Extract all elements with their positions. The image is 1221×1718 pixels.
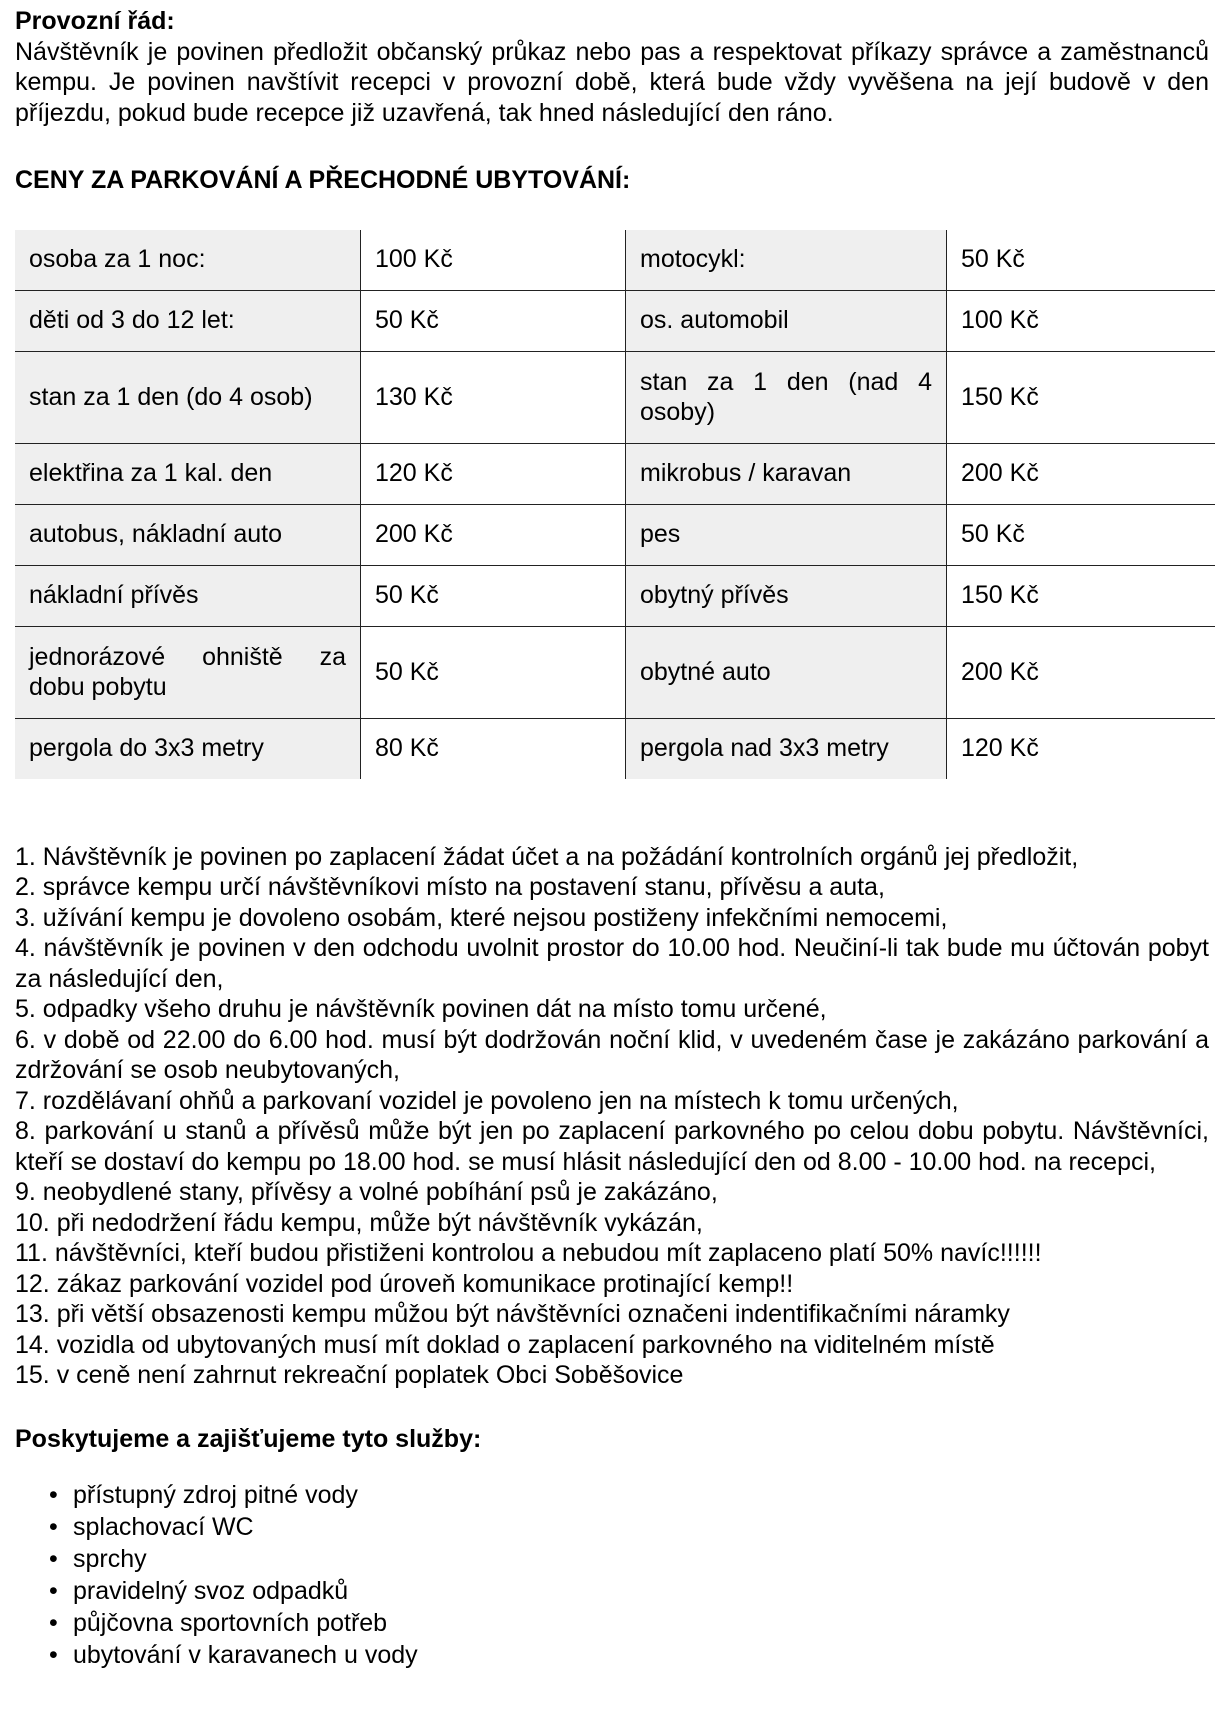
- price-label: autobus, nákladní auto: [15, 504, 361, 565]
- price-table: [15, 230, 1215, 779]
- price-label: motocykl:: [626, 230, 947, 291]
- price-label: stan za 1 den (do 4 osob): [15, 351, 361, 443]
- bullet-icon: •: [49, 1609, 58, 1637]
- price-value: 120 Kč: [961, 734, 1039, 763]
- rule-item: 6. v době od 22.00 do 6.00 hod. musí být dodržován noční klid, v uvedeném čase je zakázáno parkování a zdržování se osob neubytovaných,: [15, 1025, 1209, 1084]
- table-row: [15, 230, 1215, 291]
- price-label: jednorázové ohniště za dobu pobytu: [15, 626, 361, 718]
- price-label: osoba za 1 noc:: [15, 230, 361, 291]
- list-item: [49, 1543, 1209, 1575]
- rule-item: 9. neobydlené stany, přívěsy a volné pobíhání psů je zakázáno,: [15, 1178, 718, 1206]
- price-label: nákladní přívěs: [15, 565, 361, 626]
- price-value: 200 Kč: [947, 443, 1216, 504]
- page-heading: Provozní řád:: [15, 7, 175, 35]
- price-label: mikrobus / karavan: [626, 443, 947, 504]
- table-row: [15, 443, 1215, 504]
- price-value: 100 Kč: [947, 290, 1216, 351]
- services-heading: Poskytujeme a zajišťujeme tyto služby:: [15, 1424, 482, 1453]
- rule-item: 5. odpadky všeho druhu je návštěvník povinen dát na místo tomu určené,: [15, 995, 827, 1023]
- price-value: 200 Kč: [947, 626, 1216, 718]
- price-label: děti od 3 do 12 let:: [15, 290, 361, 351]
- rule-item: 14. vozidla od ubytovaných musí mít doklad o zaplacení parkovného na viditelném místě: [15, 1330, 995, 1359]
- list-item: [49, 1479, 1209, 1511]
- table-row: [15, 565, 1215, 626]
- price-label: stan za 1 den (nad 4 osoby): [626, 351, 947, 443]
- list-item: [49, 1639, 1209, 1671]
- price-value: 200 Kč: [361, 504, 626, 565]
- price-label: pergola nad 3x3 metry: [626, 718, 947, 779]
- price-value: 120 Kč: [361, 443, 626, 504]
- list-item: [49, 1511, 1209, 1543]
- price-label: pes: [626, 504, 947, 565]
- rule-item: 3. užívání kempu je dovoleno osobám, které nejsou postiženy infekčními nemocemi,: [15, 903, 948, 932]
- rules-list: [15, 842, 1209, 1391]
- price-value: 100 Kč: [361, 230, 626, 291]
- services-list: [15, 1479, 1209, 1671]
- bullet-icon: •: [49, 1545, 58, 1573]
- price-value: 150 Kč: [947, 565, 1216, 626]
- table-row: [15, 290, 1215, 351]
- list-item: [49, 1607, 1209, 1639]
- rule-item: 15. v ceně není zahrnut rekreační poplatek Obci Soběšovice: [15, 1361, 684, 1389]
- price-value: 50 Kč: [947, 504, 1216, 565]
- service-text: přístupný zdroj pitné vody: [73, 1481, 358, 1509]
- intro-paragraph: Návštěvník je povinen předložit občanský průkaz nebo pas a respektovat příkazy správce a zaměstnanců kempu. Je povinen navštívit recepci v provozní době, která bude vždy vyvěšena na její budově v den příjezdu, pokud bude recepce již uzavřená, tak hned následující den ráno.: [15, 37, 1209, 127]
- price-label: obytný přívěs: [626, 565, 947, 626]
- rule-item: 4. návštěvník je povinen v den odchodu uvolnit prostor do 10.00 hod. Neučiní-li tak bude mu účtován pobyt za následující den,: [15, 934, 1209, 993]
- table-row: [15, 351, 1215, 443]
- price-value: 80 Kč: [361, 718, 626, 779]
- bullet-icon: •: [49, 1577, 58, 1605]
- price-value: 50 Kč: [361, 626, 626, 718]
- price-label: os. automobil: [626, 290, 947, 351]
- service-text: sprchy: [73, 1545, 147, 1573]
- price-value: 50 Kč: [361, 565, 626, 626]
- bullet-icon: •: [49, 1513, 58, 1541]
- rule-item: 8. parkování u stanů a přívěsů může být jen po zaplacení parkovného po celou dobu pobytu. Návštěvníci, kteří se dostaví do kempu po 18.00 hod. se musí hlásit následující den od 8.00 - 10.00 hod. na recepci,: [15, 1117, 1209, 1176]
- price-value: 50 Kč: [361, 290, 626, 351]
- service-text: splachovací WC: [73, 1513, 254, 1541]
- rule-item: 12. zákaz parkování vozidel pod úroveň komunikace protinající kemp!!: [15, 1269, 794, 1298]
- service-text: ubytování v karavanech u vody: [73, 1641, 418, 1669]
- price-value: 130 Kč: [361, 351, 626, 443]
- rule-item: 7. rozdělávaní ohňů a parkovaní vozidel je povoleno jen na místech k tomu určených,: [15, 1086, 959, 1115]
- rule-item: 11. návštěvníci, kteří budou přistiženi kontrolou a nebudou mít zaplaceno platí 50% navíc!!!!!!: [15, 1239, 1042, 1267]
- price-value: 50 Kč: [947, 230, 1216, 291]
- table-row: [15, 626, 1215, 718]
- price-value: 150 Kč: [947, 351, 1216, 443]
- rule-item: 10. při nedodržení řádu kempu, může být návštěvník vykázán,: [15, 1208, 703, 1237]
- price-label: elektřina za 1 kal. den: [15, 443, 361, 504]
- rule-item: 13. při větší obsazenosti kempu můžou být návštěvníci označeni indentifikačními náramky: [15, 1300, 1010, 1328]
- rule-item: 1. Návštěvník je povinen po zaplacení žádat účet a na požádání kontrolních orgánů jej předložit,: [15, 842, 1079, 871]
- list-item: [49, 1575, 1209, 1607]
- service-text: půjčovna sportovních potřeb: [73, 1609, 388, 1637]
- prices-heading: CENY ZA PARKOVÁNÍ A PŘECHODNÉ UBYTOVÁNÍ:: [15, 166, 631, 194]
- bullet-icon: •: [49, 1481, 58, 1509]
- table-row: [15, 504, 1215, 565]
- price-label: pergola do 3x3 metry: [15, 718, 361, 779]
- table-row: [15, 718, 1215, 779]
- service-text: pravidelný svoz odpadků: [73, 1577, 349, 1605]
- price-label: obytné auto: [626, 626, 947, 718]
- rule-item: 2. správce kempu určí návštěvníkovi místo na postavení stanu, přívěsu a auta,: [15, 873, 885, 901]
- bullet-icon: •: [49, 1641, 58, 1669]
